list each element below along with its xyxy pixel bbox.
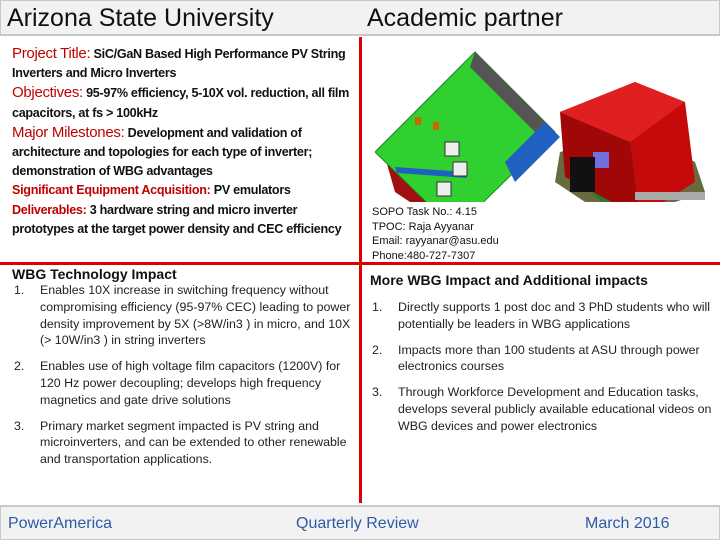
item-text: Enables 10X increase in switching frequency without compromising efficiency (95-97% CEC) leading to power density improvement by 5X (>8W/in3 ) in micro, and 10X (> 10W/in3 ) in string inverters [40, 283, 351, 348]
email: Email: rayyanar@asu.edu [372, 235, 499, 248]
list-item [12, 418, 357, 468]
phone: Phone:480-727-7307 [372, 249, 476, 262]
item-text: Through Workforce Development and Education tasks, develops several publicly available educational videos on WBG devices and power electronics [398, 385, 712, 433]
item-text: Impacts more than 100 students at ASU through power electronics courses [398, 342, 700, 374]
list-item [370, 384, 715, 434]
project-title-label: Project Title: [12, 45, 91, 62]
horizontal-divider [0, 262, 720, 265]
footer-date: March 2016 [585, 515, 670, 532]
item-number: 2. [14, 359, 25, 374]
footer-org: PowerAmerica [8, 515, 113, 532]
list-item [370, 299, 715, 333]
slide-footer [0, 505, 720, 540]
list-item [12, 358, 357, 408]
deliverables-label: Deliverables: [12, 202, 87, 217]
item-number: 1. [372, 300, 383, 314]
sopo-task: SOPO Task No.: 4.15 [372, 206, 477, 218]
milestones: Development and validation of architecture and topologies for each type of inverter; demonstration of WBG advantages [12, 125, 313, 179]
university-title: Arizona State University [7, 4, 274, 32]
vertical-divider [359, 37, 362, 503]
more-impact-heading: More WBG Impact and Additional impacts [370, 272, 648, 288]
slide-header [0, 0, 720, 36]
item-text: Primary market segment impacted is PV string and microinverters, and can be extended to other renewable and transportation applications. [40, 418, 347, 467]
equipment-label: Significant Equipment Acquisition: [12, 183, 211, 198]
list-item [370, 342, 715, 376]
item-number: 3. [14, 418, 25, 433]
contact-info [372, 205, 499, 263]
inverter-hardware-image [375, 42, 715, 202]
wbg-impact-heading: WBG Technology Impact [12, 266, 177, 282]
more-impact-section [370, 272, 715, 444]
item-number: 2. [372, 342, 383, 357]
item-number: 3. [372, 385, 383, 400]
item-text: Enables use of high voltage film capacitors (1200V) for 120 Hz power decoupling; develops high frequency magnetics and gate drive solutions [40, 359, 341, 407]
wbg-impact-section [12, 266, 357, 477]
partner-title: Academic partner [367, 4, 563, 32]
equipment: PV emulators [210, 183, 291, 198]
list-item [12, 282, 357, 349]
deliverables: 3 hardware string and micro inverter prototypes at the target power density and CEC efficiency [12, 202, 342, 236]
project-summary [12, 44, 357, 239]
objectives-label: Objectives: [12, 84, 83, 102]
item-text: Directly supports 1 post doc and 3 PhD students who will potentially be leaders in WBG applications [398, 300, 710, 331]
objectives: 95-97% efficiency, 5-10X vol. reduction, all film capacitors, at fs > 100kHz [12, 86, 350, 120]
item-number: 1. [14, 283, 25, 297]
milestones-label: Major Milestones: [12, 123, 125, 141]
tpoc: TPOC: Raja Ayyanar [372, 220, 474, 233]
project-title: SiC/GaN Based High Performance PV String Inverters and Micro Inverters [12, 47, 346, 81]
footer-event: Quarterly Review [296, 515, 419, 532]
